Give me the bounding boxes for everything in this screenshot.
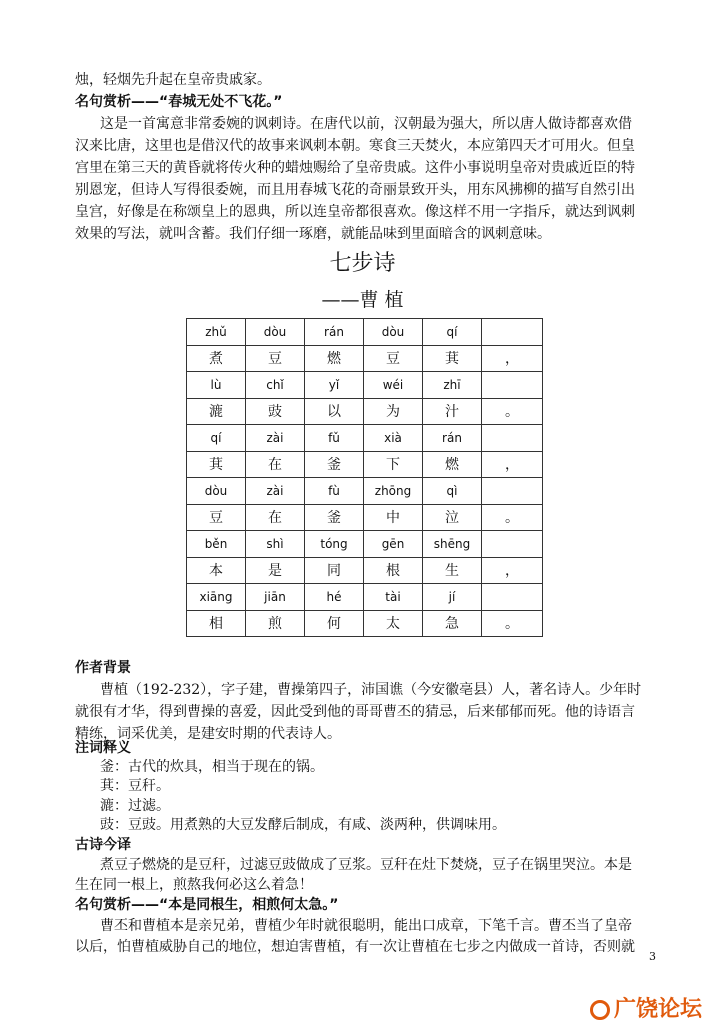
character-cell: 豉 (246, 398, 305, 425)
pinyin-cell: xiāng (187, 584, 246, 611)
pinyin-row (187, 425, 543, 452)
pinyin-cell (482, 372, 543, 399)
note-item: 漉：过滤。 (100, 798, 170, 814)
character-cell: ， (482, 345, 543, 372)
pinyin-cell: dòu (187, 478, 246, 505)
character-cell: 。 (482, 398, 543, 425)
pinyin-cell: rán (423, 425, 482, 452)
character-cell: 萁 (423, 345, 482, 372)
pinyin-row (187, 478, 543, 505)
page-number: 3 (649, 950, 656, 963)
pinyin-cell: dòu (246, 319, 305, 346)
character-cell: 为 (364, 398, 423, 425)
character-row (187, 504, 543, 531)
text-line: 这是一首寓意非常委婉的讽刺诗。在唐代以前，汉朝最为强大，所以唐人做诗都喜欢借 (100, 116, 632, 132)
pinyin-cell: tài (364, 584, 423, 611)
character-cell: 本 (187, 557, 246, 584)
character-row (187, 345, 543, 372)
pinyin-cell (482, 319, 543, 346)
character-cell: 豆 (187, 504, 246, 531)
pinyin-cell (482, 425, 543, 452)
poem-author: ——曹 植 (321, 289, 404, 311)
pinyin-cell: dòu (364, 319, 423, 346)
pinyin-row (187, 584, 543, 611)
character-cell: 漉 (187, 398, 246, 425)
text-line: 曹植（192-232），字子建，曹操第四子，沛国谯（今安徽亳县）人，著名诗人。少年时 (100, 682, 642, 698)
character-cell: ， (482, 451, 543, 478)
character-cell: 豆 (364, 345, 423, 372)
pinyin-cell: tóng (305, 531, 364, 558)
pinyin-cell: jiān (246, 584, 305, 611)
watermark-logo (590, 992, 702, 1023)
pinyin-cell: zài (246, 425, 305, 452)
pinyin-cell: rán (305, 319, 364, 346)
pinyin-row (187, 319, 543, 346)
character-cell: 萁 (187, 451, 246, 478)
pinyin-cell: zài (246, 478, 305, 505)
character-row (187, 557, 543, 584)
text-line: 精练，词采优美，是建安时期的代表诗人。 (75, 726, 341, 742)
character-cell: 同 (305, 557, 364, 584)
character-cell: ， (482, 557, 543, 584)
pinyin-cell: hé (305, 584, 364, 611)
pinyin-cell: lù (187, 372, 246, 399)
character-cell: 燃 (423, 451, 482, 478)
pinyin-cell: jí (423, 584, 482, 611)
character-cell: 急 (423, 610, 482, 637)
character-cell: 太 (364, 610, 423, 637)
pinyin-cell: zhōng (364, 478, 423, 505)
character-row (187, 451, 543, 478)
pinyin-cell: zhǔ (187, 319, 246, 346)
character-cell: 。 (482, 610, 543, 637)
logo-ring-icon (590, 1000, 610, 1020)
character-cell: 是 (246, 557, 305, 584)
section-heading: 名句赏析——“春城无处不飞花。” (75, 94, 283, 110)
character-cell: 煮 (187, 345, 246, 372)
character-cell: 煎 (246, 610, 305, 637)
pinyin-cell: zhī (423, 372, 482, 399)
pinyin-cell: wéi (364, 372, 423, 399)
pinyin-cell (482, 584, 543, 611)
poem-title: 七步诗 (329, 251, 396, 276)
character-row (187, 398, 543, 425)
poem-table (186, 318, 543, 637)
text-line: 效果的写法，就叫含蓄。我们仔细一琢磨，就能品味到里面暗含的讽刺意味。 (75, 226, 551, 242)
pinyin-cell: chǐ (246, 372, 305, 399)
note-item: 豉：豆豉。用煮熟的大豆发酵后制成，有咸、淡两种，供调味用。 (100, 817, 506, 833)
pinyin-row (187, 531, 543, 558)
pinyin-cell: qì (423, 478, 482, 505)
character-cell: 釜 (305, 451, 364, 478)
character-cell: 何 (305, 610, 364, 637)
text-line: 生在同一根上，煎熬我何必这么着急！ (75, 877, 313, 893)
character-cell: 釜 (305, 504, 364, 531)
pinyin-cell: fǔ (305, 425, 364, 452)
text-line: 宫里在第三天的黄昏就将传火种的蜡烛赐给了皇帝贵戚。这件小事说明皇帝对贵戚近臣的特 (75, 160, 635, 176)
text-line: 皇宫，好像是在称颂皇上的恩典，所以连皇帝都很喜欢。像这样不用一字指斥，就达到讽刺 (75, 204, 635, 220)
section-heading: 古诗今译 (75, 837, 131, 853)
character-cell: 中 (364, 504, 423, 531)
text-line: 烛，轻烟先升起在皇帝贵戚家。 (75, 72, 271, 88)
character-cell: 在 (246, 451, 305, 478)
pinyin-cell (482, 531, 543, 558)
pinyin-cell: qí (423, 319, 482, 346)
note-item: 萁：豆秆。 (100, 778, 170, 794)
pinyin-cell: shì (246, 531, 305, 558)
note-item: 釜：古代的炊具，相当于现在的锅。 (100, 759, 324, 775)
pinyin-cell (482, 478, 543, 505)
character-cell: 根 (364, 557, 423, 584)
text-line: 汉来比唐，这里也是借汉代的故事来讽刺本朝。寒食三天焚火，本应第四天才可用火。但皇 (75, 138, 635, 154)
character-row (187, 610, 543, 637)
pinyin-cell: yǐ (305, 372, 364, 399)
character-cell: 下 (364, 451, 423, 478)
section-heading: 名句赏析——“本是同根生，相煎何太急。” (75, 897, 339, 913)
pinyin-cell: shēng (423, 531, 482, 558)
character-cell: 生 (423, 557, 482, 584)
text-line: 以后，怕曹植威胁自己的地位，想迫害曹植，有一次让曹植在七步之内做成一首诗，否则就 (75, 939, 635, 955)
character-cell: 燃 (305, 345, 364, 372)
text-line: 别恩宠，但诗人写得很委婉，而且用春城飞花的奇丽景致开头，用东风拂柳的描写自然引出 (75, 182, 635, 198)
pinyin-cell: běn (187, 531, 246, 558)
character-cell: 以 (305, 398, 364, 425)
character-cell: 。 (482, 504, 543, 531)
pinyin-cell: fù (305, 478, 364, 505)
section-heading: 作者背景 (75, 660, 131, 676)
text-line: 曹丕和曹植本是亲兄弟，曹植少年时就很聪明，能出口成章，下笔千言。曹丕当了皇帝 (100, 918, 632, 934)
pinyin-row (187, 372, 543, 399)
text-line: 煮豆子燃烧的是豆秆，过滤豆豉做成了豆浆。豆秆在灶下焚烧，豆子在锅里哭泣。本是 (100, 857, 632, 873)
text-line: 就很有才华，得到曹操的喜爱，因此受到他的哥哥曹丕的猜忌，后来郁郁而死。他的诗语言 (75, 704, 635, 720)
section-heading: 注词释义 (75, 740, 131, 756)
pinyin-cell: qí (187, 425, 246, 452)
character-cell: 豆 (246, 345, 305, 372)
pinyin-cell: gēn (364, 531, 423, 558)
character-cell: 泣 (423, 504, 482, 531)
pinyin-cell: xià (364, 425, 423, 452)
watermark-text: 广饶论坛 (614, 997, 703, 1022)
character-cell: 在 (246, 504, 305, 531)
character-cell: 相 (187, 610, 246, 637)
character-cell: 汁 (423, 398, 482, 425)
